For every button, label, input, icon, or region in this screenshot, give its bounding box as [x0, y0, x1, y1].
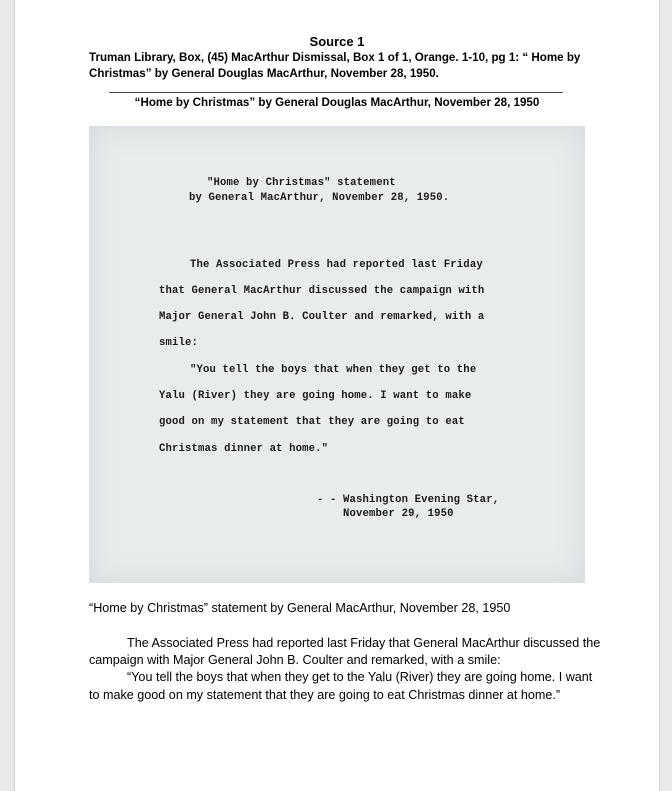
- scan-paragraph-2-line-3: good on my statement that they are going to eat: [159, 416, 465, 428]
- scan-attribution-line-2: November 29, 1950: [343, 508, 454, 520]
- source-title: Source 1: [309, 34, 365, 49]
- scan-paragraph-2-line-2: Yalu (River) they are going home. I want to make: [159, 390, 472, 402]
- scan-paragraph-1-line-4: smile:: [159, 337, 199, 349]
- image-caption: “Home by Christmas” statement by General MacArthur, November 28, 1950: [89, 601, 511, 615]
- scan-paragraph-2-line-1: "You tell the boys that when they get to the: [190, 364, 477, 376]
- scan-paragraph-1-line-1: The Associated Press had reported last Friday: [190, 259, 483, 271]
- transcription-paragraph-2: “You tell the boys that when they get to the Yalu (River) they are going home. I want to make good on my statement that they are going to eat Christmas dinner at home.”: [89, 670, 593, 702]
- scan-paragraph-2-line-4: Christmas dinner at home.": [159, 443, 329, 455]
- scan-paragraph-1-line-3: Major General John B. Coulter and remarked, with a: [159, 311, 485, 323]
- scanned-document-image: [89, 126, 585, 583]
- scan-title-line-2: by General MacArthur, November 28, 1950.: [189, 192, 450, 204]
- document-page: [14, 0, 660, 791]
- heading-divider: [109, 92, 563, 93]
- scan-title-line-1: "Home by Christmas" statement: [207, 177, 396, 189]
- scan-attribution-line-1: - - Washington Evening Star,: [317, 494, 500, 506]
- scan-paragraph-1-line-2: that General MacArthur discussed the campaign with: [159, 285, 485, 297]
- transcription-text: [89, 635, 601, 704]
- source-citation: Truman Library, Box, (45) MacArthur Dismissal, Box 1 of 1, Orange. 1-10, pg 1: “ Home by Christmas” by General Douglas MacArthur, November 28, 1950.: [89, 51, 581, 80]
- document-heading: “Home by Christmas” by General Douglas MacArthur, November 28, 1950: [134, 96, 540, 109]
- transcription-paragraph-1: The Associated Press had reported last Friday that General MacArthur discussed the campaign with Major General John B. Coulter and remarked, with a smile:: [89, 636, 601, 668]
